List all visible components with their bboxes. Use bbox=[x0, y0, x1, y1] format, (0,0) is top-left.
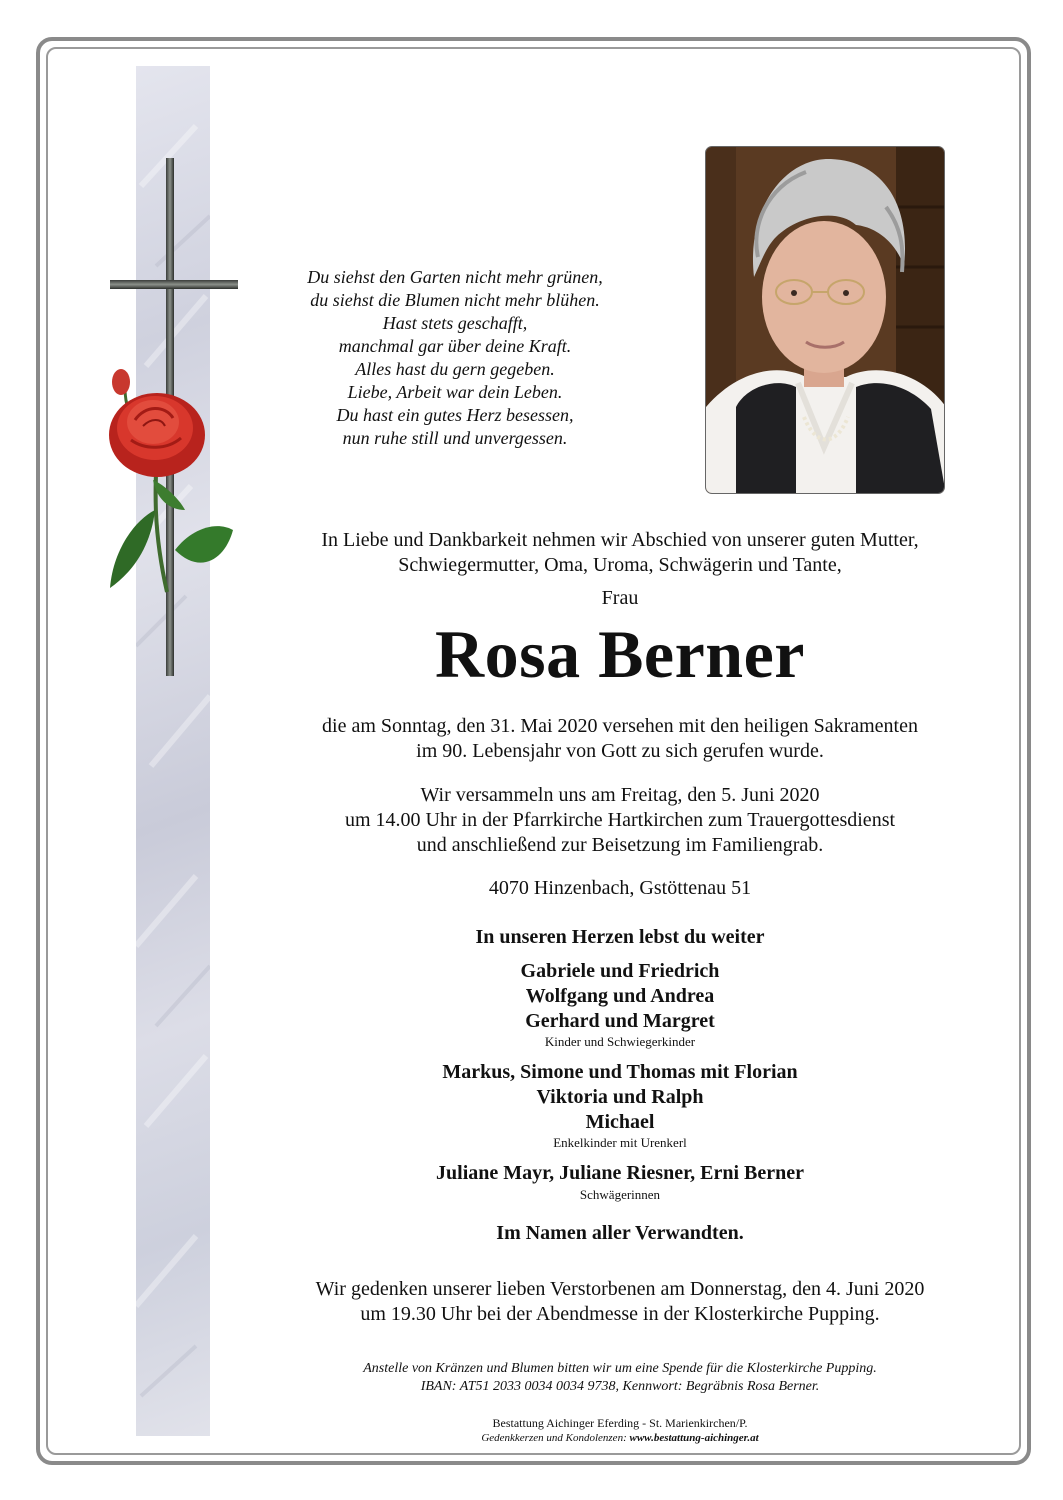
poem-line: Liebe, Arbeit war dein Leben. bbox=[347, 382, 563, 402]
address: 4070 Hinzenbach, Gstöttenau 51 bbox=[488, 877, 752, 899]
salutation: Frau bbox=[601, 587, 639, 609]
grandchildren-names: Markus, Simone und Thomas mit Florian bbox=[442, 1061, 798, 1083]
intro-line: In Liebe und Dankbarkeit nehmen wir Abschied von unserer guten Mutter, bbox=[321, 529, 919, 551]
poem-line: manchmal gar über deine Kraft. bbox=[338, 336, 572, 356]
poem-line: Hast stets geschafft, bbox=[382, 313, 528, 333]
condolence-info bbox=[270, 1431, 970, 1446]
grandchildren-names: Viktoria und Ralph bbox=[536, 1086, 704, 1108]
grandchildren-list bbox=[270, 1060, 970, 1135]
children-list bbox=[270, 959, 970, 1034]
donation-info bbox=[270, 1360, 970, 1396]
rose-icon bbox=[95, 360, 240, 600]
children-names: Gerhard und Margret bbox=[525, 1010, 715, 1032]
memorial-line: um 19.30 Uhr bei der Abendmesse in der Klosterkirche Pupping. bbox=[360, 1303, 880, 1325]
death-notice-line: im 90. Lebensjahr von Gott zu sich gerufen wurde. bbox=[416, 740, 824, 762]
poem-line: Alles hast du gern gegeben. bbox=[355, 359, 555, 379]
poem-line: nun ruhe still und unvergessen. bbox=[342, 428, 568, 448]
funeral-home: Bestattung Aichinger Eferding - St. Marienkirchen/P. bbox=[492, 1416, 748, 1430]
funeral-line: Wir versammeln uns am Freitag, den 5. Juni 2020 bbox=[420, 784, 820, 806]
condolence-link[interactable]: www.bestattung-aichinger.at bbox=[629, 1432, 759, 1444]
poem-line: du siehst die Blumen nicht mehr blühen. bbox=[310, 290, 600, 310]
grandchildren-names: Michael bbox=[585, 1111, 655, 1133]
children-names: Gabriele und Friedrich bbox=[520, 960, 720, 982]
portrait-photo bbox=[705, 146, 945, 494]
death-notice-line: die am Sonntag, den 31. Mai 2020 versehen mit den heiligen Sakramenten bbox=[322, 715, 918, 737]
intro-text bbox=[270, 528, 970, 578]
funeral-line: um 14.00 Uhr in der Pfarrkirche Hartkirchen zum Trauergottesdienst bbox=[344, 809, 896, 831]
relatives-line: Im Namen aller Verwandten. bbox=[496, 1222, 744, 1244]
condolence-label: Gedenkkerzen und Kondolenzen: bbox=[481, 1432, 630, 1444]
siblings-in-law: Juliane Mayr, Juliane Riesner, Erni Berner bbox=[436, 1162, 804, 1184]
donation-line: Anstelle von Kränzen und Blumen bitten wir um eine Spende für die Klosterkirche Pupping. bbox=[363, 1361, 877, 1376]
deceased-name: Rosa Berner bbox=[435, 616, 805, 692]
death-notice bbox=[270, 714, 970, 764]
funeral-line: und anschließend zur Beisetzung im Familiengrab. bbox=[416, 834, 824, 856]
funeral-info bbox=[270, 783, 970, 858]
children-label: Kinder und Schwiegerkinder bbox=[544, 1034, 696, 1049]
poem-line: Du hast ein gutes Herz besessen, bbox=[336, 405, 574, 425]
heart-line: In unseren Herzen lebst du weiter bbox=[475, 926, 765, 948]
grandchildren-label: Enkelkinder mit Urenkerl bbox=[553, 1135, 687, 1150]
children-names: Wolfgang und Andrea bbox=[525, 985, 715, 1007]
poem bbox=[240, 266, 670, 450]
donation-line: IBAN: AT51 2033 0034 0034 9738, Kennwort: Begräbnis Rosa Berner. bbox=[420, 1379, 820, 1394]
memorial-line: Wir gedenken unserer lieben Verstorbenen am Donnerstag, den 4. Juni 2020 bbox=[315, 1278, 925, 1300]
intro-line: Schwiegermutter, Oma, Uroma, Schwägerin und Tante, bbox=[398, 554, 842, 576]
poem-line: Du siehst den Garten nicht mehr grünen, bbox=[307, 267, 603, 287]
siblings-in-law-label: Schwägerinnen bbox=[579, 1187, 661, 1202]
memorial-info bbox=[270, 1277, 970, 1327]
